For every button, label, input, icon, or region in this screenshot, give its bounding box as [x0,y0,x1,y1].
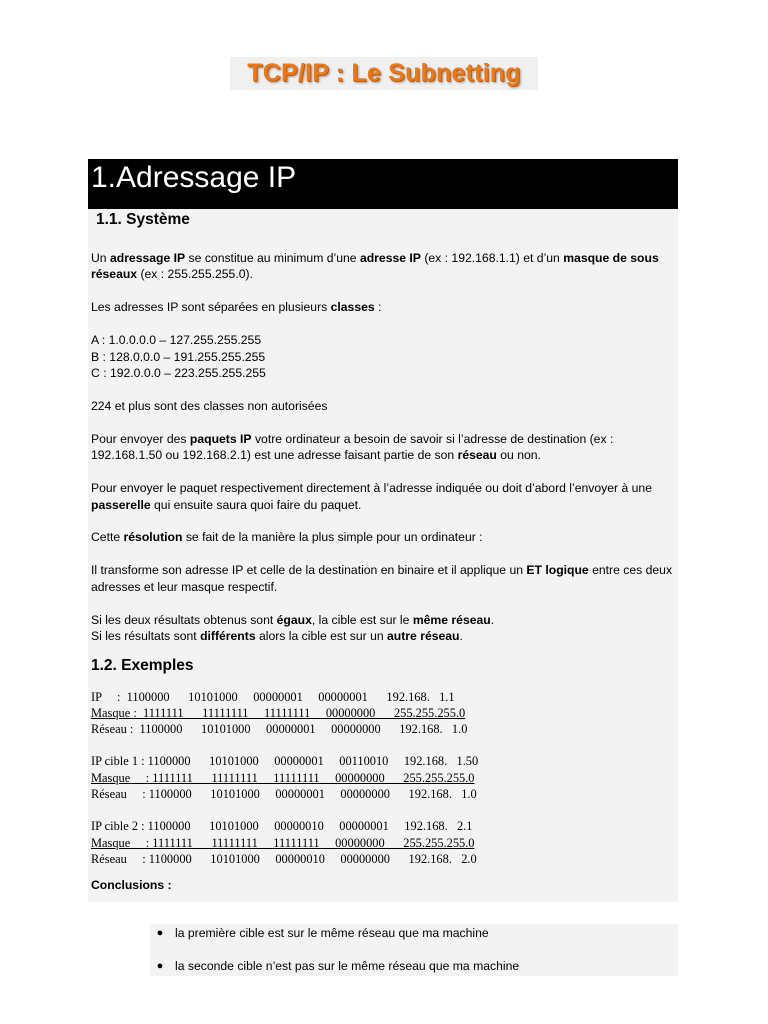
examples-block [88,689,678,868]
bullet-icon: ● [156,927,164,939]
paragraph-differents: Si les résultats sont différents alors la cible est sur un autre réseau. [91,629,463,644]
conclusions-list: ● la première cible est sur le même réseau que ma machine ● la seconde cible n’est pas sur le même réseau que ma machine [150,924,678,976]
subsection-heading-systeme: 1.1. Système [96,211,190,228]
section-heading-adressage-ip: 1.Adressage IP [88,159,678,209]
bullet-icon: ● [156,960,164,972]
paragraph-paquets-ip: Pour envoyer des paquets IP votre ordinateur a besoin de savoir si l’adresse de destination (ex : 192.168.1.50 ou 192.168.2.1) est une adresse faisant partie de son réseau ou non. [91,431,614,463]
example-line: Masque : 1111111 11111111 11111111 00000000 255.255.255.0 [91,835,475,850]
paragraph-adressage: Un adressage IP se constitue au minimum d’une adresse IP (ex : 192.168.1.1) et d’un masque de sous réseaux (ex : 255.255.255.0). [91,251,659,282]
example-line: Réseau : 1100000 10101000 00000001 00000000 192.168. 1.0 [91,722,468,737]
document-title: TCP/IP : Le Subnetting [247,59,521,87]
class-range-c: C : 192.0.0.0 – 223.255.255.255 [91,366,266,381]
example-line: Masque : 1111111 11111111 11111111 00000000 255.255.255.0 [91,770,475,785]
section-content [88,209,678,902]
class-range-a: A : 1.0.0.0.0 – 127.255.255.255 [91,333,262,348]
subsection-heading-exemples: 1.2. Exemples [91,656,194,674]
example-line: Réseau : 1100000 10101000 00000001 00000000 192.168. 1.0 [91,786,477,801]
example-line: Réseau : 1100000 10101000 00000010 00000000 192.168. 2.0 [91,851,477,866]
conclusions-label: Conclusions : [91,878,172,893]
paragraph-classes: Les adresses IP sont séparées en plusieurs classes : [91,300,382,315]
document-title-banner [230,57,538,90]
paragraph-egaux: Si les deux résultats obtenus sont égaux, la cible est sur le même réseau. [91,612,495,627]
example-line: IP cible 2 : 1100000 10101000 00000010 00000001 192.168. 2.1 [91,819,473,834]
example-line: IP cible 1 : 1100000 10101000 00000001 00110010 192.168. 1.50 [91,754,479,769]
paragraph-resolution: Cette résolution se fait de la manière la plus simple pour un ordinateur : [91,530,483,545]
paragraph-et-logique: Il transforme son adresse IP et celle de la destination en binaire et il applique un ET logique entre ces deux adresses et leur masque respectif. [91,563,673,594]
example-line: Masque : 1111111 11111111 11111111 00000000 255.255.255.0 [91,705,466,720]
example-line: IP : 1100000 10101000 00000001 00000001 192.168. 1.1 [91,689,455,704]
class-range-b: B : 128.0.0.0 – 191.255.255.255 [91,349,266,364]
paragraph-non-autorisees: 224 et plus sont des classes non autorisées [91,398,328,413]
paragraph-passerelle: Pour envoyer le paquet respectivement directement à l’adresse indiquée ou doit d’abord l’envoyer à une passerelle qui ensuite saura quoi faire du paquet. [91,481,652,512]
